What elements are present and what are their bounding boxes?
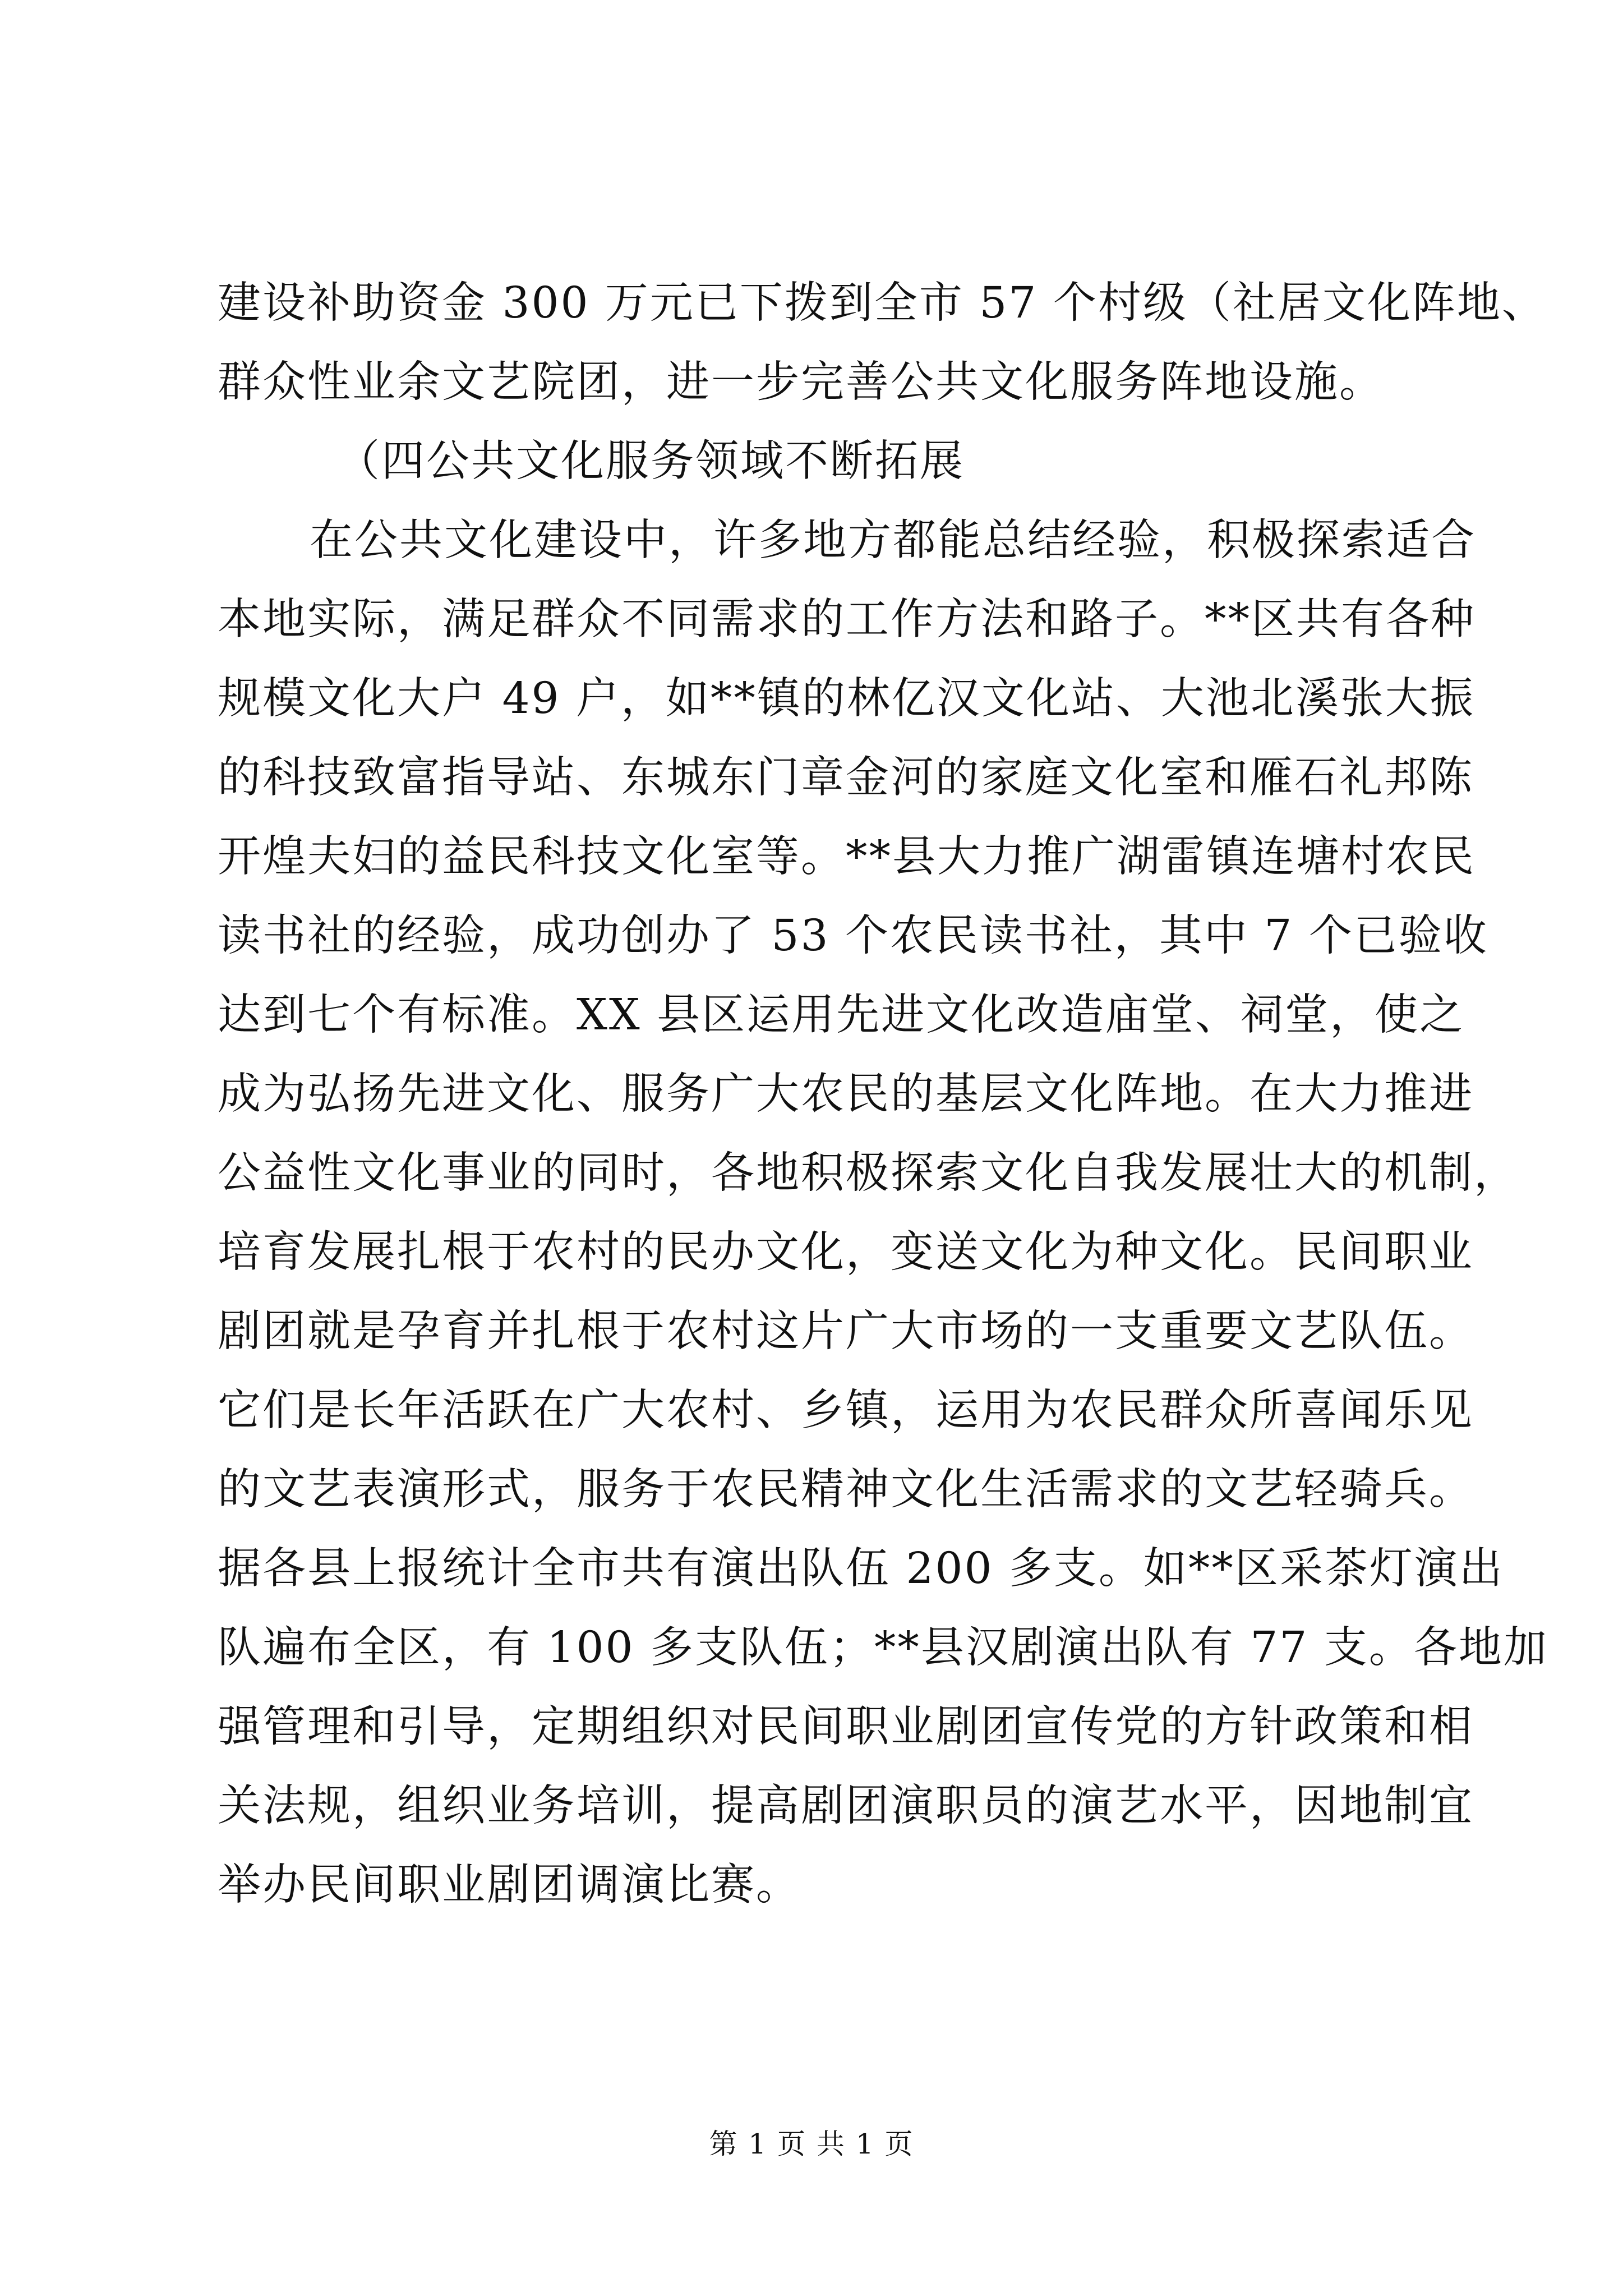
text-line: 它们是长年活跃在广大农村、乡镇，运用为农民群众所喜闻乐见 — [218, 1386, 1474, 1435]
text-line: 强管理和引导，定期组织对民间职业剧团宣传党的方针政策和相 — [218, 1702, 1474, 1752]
text-line: 培育发展扎根于农村的民办文化，变送文化为种文化。民间职业 — [218, 1227, 1474, 1277]
text-line: 的文艺表演形式，服务于农民精神文化生活需求的文艺轻骑兵。 — [218, 1465, 1474, 1515]
text-line: 读书社的经验，成功创办了 53 个农民读书社，其中 7 个已验收 — [218, 911, 1488, 961]
text-line: 举办民间职业剧团调演比赛。 — [218, 1860, 801, 1910]
text-line: 据各县上报统计全市共有演出队伍 200 多支。如**区采茶灯演出 — [218, 1544, 1504, 1594]
text-line: 剧团就是孕育并扎根于农村这片广大市场的一支重要文艺队伍。 — [218, 1306, 1474, 1356]
text-line: 开煌夫妇的益民科技文化室等。**县大力推广湖雷镇连塘村农民 — [218, 832, 1476, 882]
text-line: 群众性业余文艺院团，进一步完善公共文化服务阵地设施。 — [218, 357, 1384, 407]
text-line: 达到七个有标准。XX 县区运用先进文化改造庙堂、祠堂，使之 — [218, 990, 1465, 1040]
text-line: 公益性文化事业的同时，各地积极探索文化自我发展壮大的机制， — [218, 1148, 1519, 1198]
page-number-footer: 第 1 页 共 1 页 — [709, 2128, 914, 2160]
text-line: 成为弘扬先进文化、服务广大农民的基层文化阵地。在大力推进 — [218, 1069, 1474, 1119]
document-body — [218, 264, 1548, 1925]
paragraph-first-line: 在公共文化建设中，许多地方都能总结经验，积极探索适合 — [310, 516, 1476, 565]
text-line: 本地实际，满足群众不同需求的工作方法和路子。**区共有各种 — [218, 595, 1476, 645]
section-heading: （四公共文化服务领域不断拓展 — [336, 436, 965, 486]
text-line: 的科技致富指导站、东城东门章金河的家庭文化室和雁石礼邦陈 — [218, 753, 1474, 803]
text-line: 关法规，组织业务培训，提高剧团演职员的演艺水平，因地制宜 — [218, 1781, 1474, 1831]
text-line: 规模文化大户 49 户，如**镇的林亿汉文化站、大池北溪张大振 — [218, 674, 1475, 724]
text-line: 队遍布全区，有 100 多支队伍；**县汉剧演出队有 77 支。各地加 — [218, 1623, 1548, 1673]
text-line: 建设补助资金 300 万元已下拨到全市 57 个村级（社居文化阵地、 — [218, 278, 1547, 328]
